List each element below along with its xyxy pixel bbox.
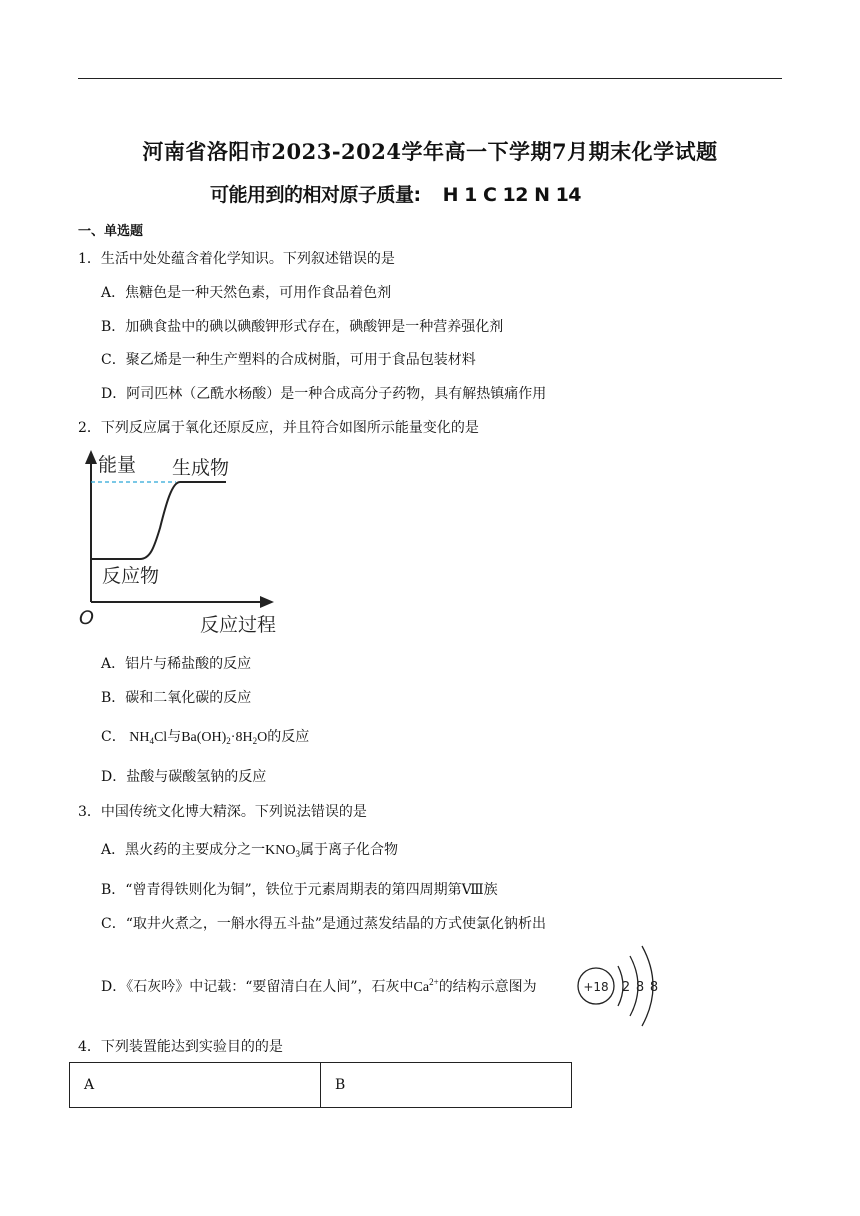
q2-option-a: A．铝片与稀盐酸的反应 <box>101 656 252 672</box>
reactant-label: 反应物 <box>102 565 160 587</box>
q3-stem: 3．中国传统文化博大精深。下列说法错误的是 <box>78 804 367 820</box>
q3-option-a-prefix: A．黑火药的主要成分之一 <box>101 842 266 858</box>
q2-option-b: B．碳和二氧化碳的反应 <box>101 690 252 706</box>
y-axis-arrow-icon <box>85 450 97 464</box>
q1-option-c: C．聚乙烯是一种生产塑料的合成树脂，可用于食品包装材料 <box>101 352 476 368</box>
atomic-mass-values: H 1 C 12 N 14 <box>442 184 582 206</box>
q2-stem: 2．下列反应属于氧化还原反应，并且符合如图所示能量变化的是 <box>78 420 479 436</box>
atomic-mass-label: 可能用到的相对原子质量: <box>210 184 421 206</box>
paper-title: 河南省洛阳市2023-2024学年高一下学期7月期末化学试题 <box>142 139 718 164</box>
formula-barium-hydroxide-octahydrate: $Ba(OH)_2\cdot 8H_2O$ <box>181 730 268 746</box>
q3-option-a-suffix: 属于离子化合物 <box>299 842 398 858</box>
q2-option-c-suffix: 的反应 <box>267 729 310 745</box>
atomic-mass-line <box>210 180 581 207</box>
section-heading: 一、单选题 <box>78 224 144 239</box>
q3-option-b: B．“曾青得铁则化为铜”，铁位于元素周期表的第四周期第Ⅷ族 <box>101 882 498 898</box>
x-axis-label: 反应过程 <box>200 614 277 636</box>
table-row <box>70 1063 572 1108</box>
header-rule <box>78 78 782 79</box>
q4-options-table <box>69 1062 572 1108</box>
formula-nh4cl: $NH_4Cl$ <box>125 730 168 746</box>
q3-option-d <box>101 976 537 996</box>
table-cell-b: B <box>321 1063 572 1108</box>
q3-option-d-mid: 的结构示意图为 <box>438 979 537 995</box>
shell-electrons-1: 2 <box>621 980 631 995</box>
q2-option-c-prefix: C． <box>101 729 126 745</box>
table-cell-a: A <box>70 1063 321 1108</box>
formula-ca-ion: $Ca^{2+}$ <box>413 977 439 995</box>
origin-label: O <box>79 607 94 629</box>
q1-stem: 1．生活中处处蕴含着化学知识。下列叙述错误的是 <box>78 251 395 267</box>
q4-stem: 4．下列装置能达到实验目的的是 <box>78 1039 283 1055</box>
q1-option-a: A．焦糖色是一种天然色素，可用作食品着色剂 <box>101 285 392 301</box>
and-text: 与 <box>167 729 182 745</box>
shell-electrons-2: 8 <box>635 980 645 995</box>
q1-option-d: D．阿司匹林（乙酰水杨酸）是一种合成高分子药物，具有解热镇痛作用 <box>101 386 547 402</box>
product-label: 生成物 <box>172 457 230 479</box>
ion-structure-diagram <box>574 940 666 1032</box>
nucleus-charge: +18 <box>583 980 609 994</box>
y-axis-label: 能量 <box>98 454 137 476</box>
energy-curve <box>91 482 226 559</box>
q2-option-c <box>101 726 309 746</box>
q3-option-c: C．“取井火煮之，一斛水得五斗盐”是通过蒸发结晶的方式使氯化钠析出 <box>101 916 547 932</box>
q3-option-d-prefix: D．《石灰吟》中记载：“要留清白在人间”，石灰中 <box>101 979 414 995</box>
q3-option-a <box>101 839 398 859</box>
energy-diagram <box>76 448 296 638</box>
q1-option-b: B．加碘食盐中的碘以碘酸钾形式存在，碘酸钾是一种营养强化剂 <box>101 319 504 335</box>
x-axis-arrow-icon <box>260 596 274 608</box>
q2-option-d: D．盐酸与碳酸氢钠的反应 <box>101 769 267 785</box>
shell-electrons-3: 8 <box>649 980 659 995</box>
formula-kno3: $KNO_3$ <box>265 843 300 859</box>
